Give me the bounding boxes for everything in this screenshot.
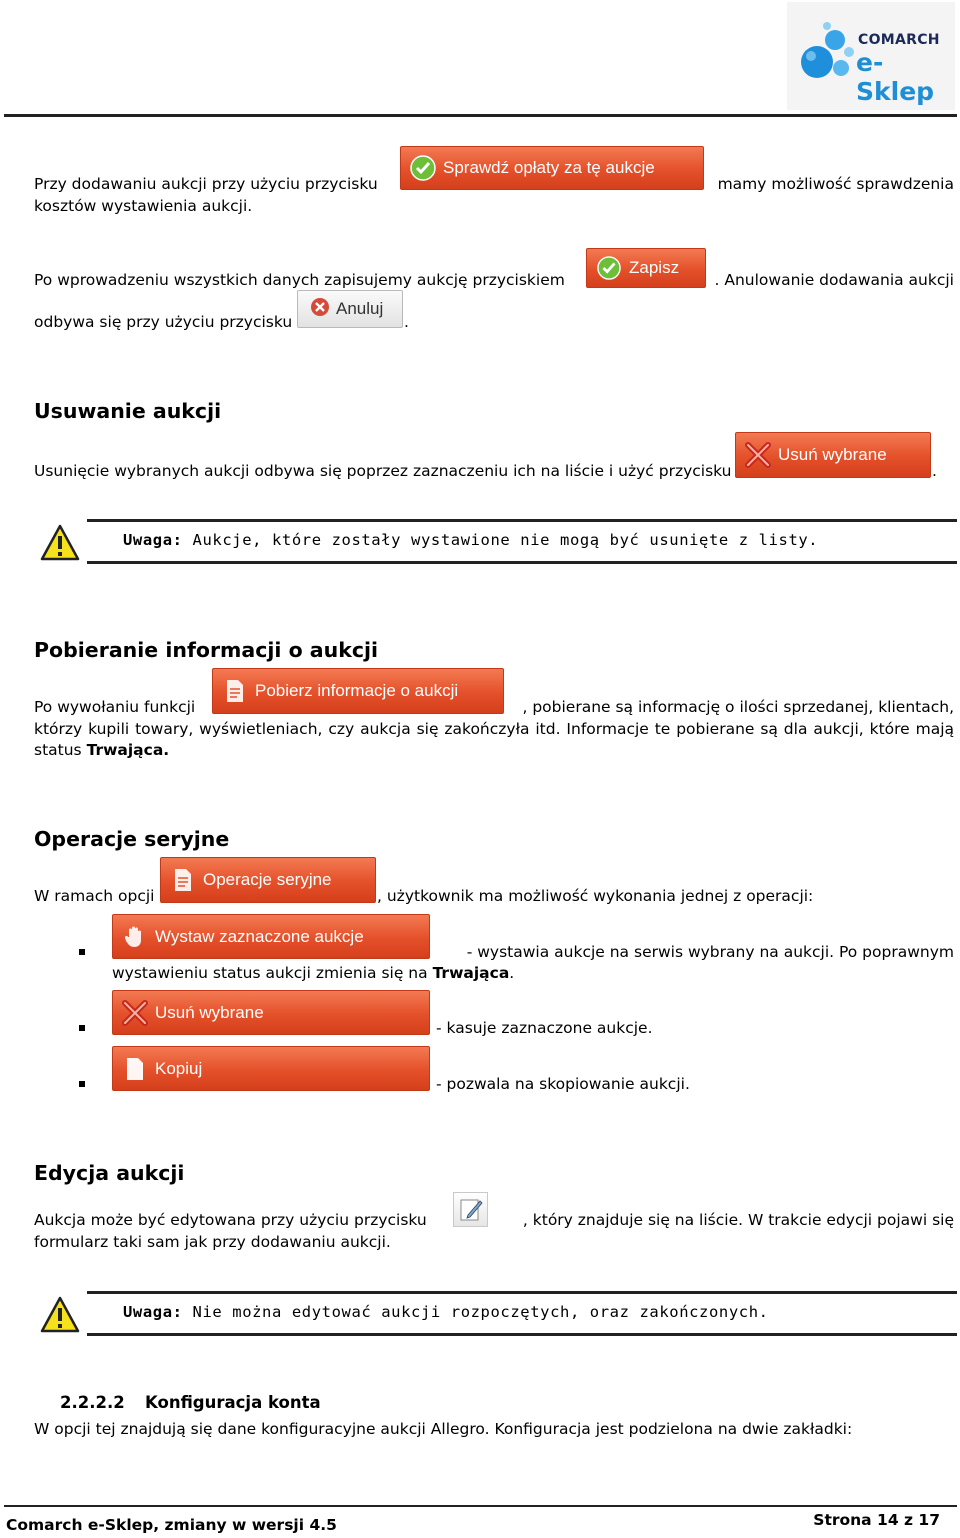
delete-selected-button-2[interactable] [112, 990, 430, 1035]
p2-text-c: odbywa się przy użyciu przycisku [34, 313, 293, 331]
publish-selected-label: Wystaw zaznaczone aukcje [155, 926, 364, 946]
x-icon [121, 999, 149, 1027]
note-edycja-text: Nie można edytować aukcji rozpoczętych, oraz zakończonych. [192, 1303, 769, 1321]
batch-operations-label: Operacje seryjne [203, 870, 332, 889]
logo-comarch-text: COMARCH [858, 32, 940, 48]
warning-icon [40, 523, 80, 563]
save-button[interactable] [586, 248, 706, 288]
item1-text: - wystawia aukcje na serwis wybrany na aukcji. Po poprawnym [466, 943, 954, 961]
section-title-usuwanie: Usuwanie aukcji [34, 399, 222, 423]
header-divider [4, 114, 957, 117]
pobieranie-status-bold: Trwająca. [86, 741, 170, 759]
operacje-text-a: W ramach opcji [34, 887, 155, 905]
pobieranie-line2: którzy kupili towary, wyświetleniach, czy aukcja się zakończyła itd. Informacje te pobierane są dla aukcji, które mają [34, 720, 954, 738]
delete-selected-label: Usuń wybrane [778, 445, 887, 464]
logo-esklep-text: e-Sklep [856, 48, 935, 106]
note-top-rule [87, 519, 957, 522]
p1-line2: kosztów wystawienia aukcji. [34, 197, 253, 215]
p1-text-a: Przy dodawaniu aukcji przy użyciu przycisku [34, 175, 378, 193]
footer-page-number: Strona 14 z 17 [813, 1511, 940, 1529]
document-icon [169, 866, 197, 894]
check-icon [595, 254, 623, 282]
pobieranie-text-a: Po wywołaniu funkcji [34, 698, 196, 716]
pobieranie-line3 [34, 741, 169, 759]
hand-icon [121, 923, 149, 951]
usuwanie-end: . [932, 462, 937, 480]
note-bottom-rule [87, 1333, 957, 1336]
pobieranie-line3-a: status [34, 741, 82, 759]
bullet [79, 1081, 85, 1087]
edycja-text-b: , który znajduje się na liście. W trakcie edycji pojawi się [522, 1211, 954, 1229]
cancel-label: Anuluj [336, 299, 384, 318]
copy-button[interactable] [112, 1046, 430, 1091]
note-edycja [123, 1303, 769, 1321]
check-fees-button[interactable] [400, 146, 704, 190]
item1-line2 [112, 964, 514, 982]
p2-text-d: . [404, 313, 409, 331]
section-title-edycja: Edycja aukcji [34, 1161, 185, 1185]
bullet [79, 949, 85, 955]
note-usuwanie [123, 531, 818, 549]
check-icon [409, 154, 437, 182]
p1-text-b: mamy możliwość sprawdzenia [717, 175, 954, 193]
copy-label: Kopiuj [155, 1058, 203, 1078]
logo-bubbles-icon [797, 20, 859, 86]
item3-text: - pozwala na skopiowanie aukcji. [436, 1075, 690, 1093]
note-bottom-rule [87, 561, 957, 564]
delete-selected-button[interactable] [735, 432, 931, 478]
fetch-info-label: Pobierz informacje o aukcji [255, 681, 459, 700]
note-label: Uwaga: [123, 531, 183, 549]
edycja-line2: formularz taki sam jak przy dodawaniu aukcji. [34, 1233, 391, 1251]
check-fees-label: Sprawdź opłaty za tę aukcje [443, 158, 655, 177]
konfiguracja-number: 2.2.2.2 [60, 1393, 125, 1412]
note-usuwanie-text: Aukcje, które zostały wystawione nie mogą być usunięte z listy. [192, 531, 819, 549]
edycja-text-a: Aukcja może być edytowana przy użyciu przycisku [34, 1211, 427, 1229]
pobieranie-text-b: , pobierane są informację o ilości sprzedanej, klientach, [522, 698, 954, 716]
fetch-info-button[interactable] [212, 668, 504, 714]
cancel-icon [310, 297, 330, 322]
section-title-operacje: Operacje seryjne [34, 827, 230, 851]
operacje-text-b: , użytkownik ma możliwość wykonania jednej z operacji: [377, 887, 814, 905]
document-icon [221, 677, 249, 705]
footer-left: Comarch e-Sklep, zmiany w wersji 4.5 [6, 1516, 337, 1534]
warning-icon [40, 1295, 80, 1335]
note-label: Uwaga: [123, 1303, 183, 1321]
usuwanie-text: Usunięcie wybranych aukcji odbywa się poprzez zaznaczeniu ich na liście i użyć przycisku [34, 462, 732, 480]
cancel-button[interactable] [297, 290, 403, 328]
item2-text: - kasuje zaznaczone aukcje. [436, 1019, 653, 1037]
section-title-pobieranie: Pobieranie informacji o aukcji [34, 638, 379, 662]
delete-selected-label-2: Usuń wybrane [155, 1002, 264, 1022]
p2-text-a: Po wprowadzeniu wszystkich danych zapisujemy aukcję przyciskiem [34, 271, 565, 289]
item1-status-bold: Trwająca [432, 964, 510, 982]
copy-icon [121, 1055, 149, 1083]
konfiguracja-text: W opcji tej znajdują się dane konfiguracyjne aukcji Allegro. Konfiguracja jest podzielona na dwie zakładki: [34, 1420, 853, 1438]
item1-line2-end: . [509, 964, 515, 982]
footer-divider [4, 1505, 957, 1507]
publish-selected-button[interactable] [112, 914, 430, 959]
note-top-rule [87, 1291, 957, 1294]
edit-icon [458, 1197, 484, 1223]
edit-button[interactable] [453, 1192, 488, 1227]
bullet [79, 1025, 85, 1031]
item1-line2-a: wystawieniu status aukcji zmienia się na [112, 964, 428, 982]
p2-text-b: . Anulowanie dodawania aukcji [714, 271, 954, 289]
konfiguracja-title: Konfiguracja konta [145, 1393, 321, 1412]
x-icon [744, 441, 772, 469]
save-label: Zapisz [629, 258, 680, 277]
batch-operations-button[interactable] [160, 857, 376, 903]
